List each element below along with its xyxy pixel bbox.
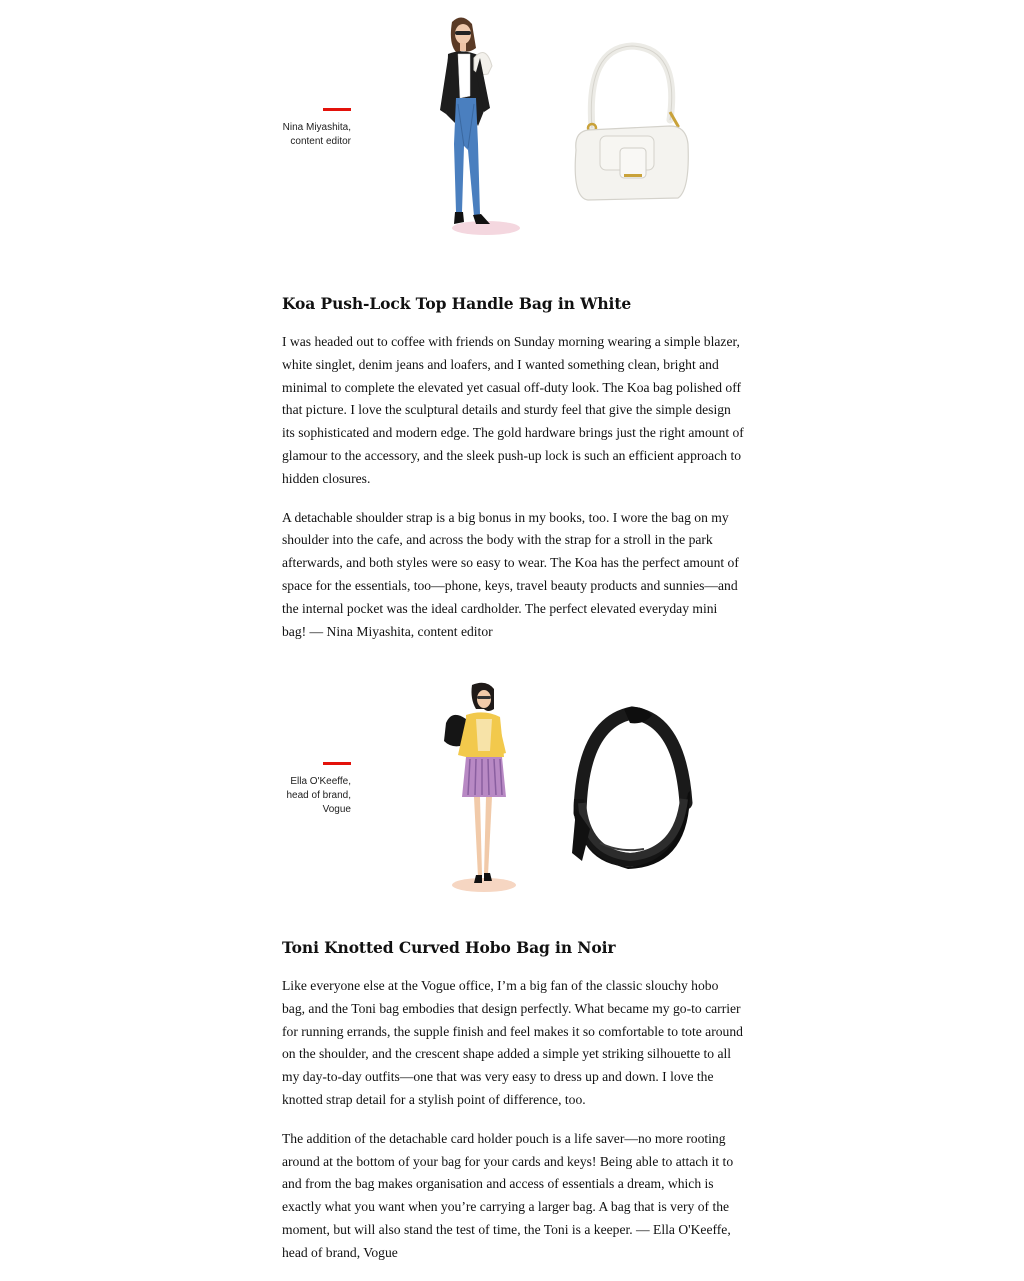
caption-accent-rule [323,762,351,765]
caption-role: head of brand, [286,790,351,801]
paragraph: The addition of the detachable card holder pouch is a life saver—no more rooting around at the bottom of your bag for your cards and keys! Being able to attach it to and from the bag makes organisation and access of essentials a dream, which is exactly what you want when you’re carrying a larger bag. A bag that is very of the moment, but will also stand the test of time, the Toni is a keeper. — Ella O'Keeffe, head of brand, Vogue [282,1130,734,1260]
woman-in-blazer-and-jeans-illustration [428,14,528,244]
figure-koa [0,0,1024,250]
article-section-toni [282,936,744,1281]
article-section-koa [282,292,744,659]
paragraph: Like everyone else at the Vogue office, I’m a big fan of the classic slouchy hobo bag, and the Toni bag embodies that design perfectly. What became my go-to carrier for running errands, the supple finish and feel makes it so comfortable to tote around on the shoulder, and the crescent shape added a simple yet striking silhouette to all my day-to-day outfits—one that was very easy to dress up and down. I love the knotted strap detail for a stylish point of difference, too. [282,978,743,1107]
woman-in-striped-skirt-illustration [432,679,528,899]
caption-name: Nina Miyashita, [282,122,351,133]
caption-ella [287,762,352,817]
white-top-handle-bag [566,40,696,210]
paragraph: A detachable shoulder strap is a big bonus in my books, too. I wore the bag on my shoulder into the cafe, and across the body with the strap for a stroll in the park afterwards, and both styles were so easy to wear. The Koa has the perfect amount of space for the essentials, too—phone, keys, travel beauty products and sunnies—and the internal pocket was the ideal cardholder. The perfect elevated everyday mini bag! — Nina Miyashita, content editor [282,509,739,639]
section-title: Koa Push-Lock Top Handle Bag in White [282,294,632,313]
caption-nina [283,108,351,149]
caption-role: content editor [290,136,351,147]
caption-org: Vogue [322,804,351,815]
figure-toni [0,665,1024,905]
caption-accent-rule [323,108,351,111]
caption-name: Ella O'Keeffe, [290,776,351,787]
paragraph: I was headed out to coffee with friends on Sunday morning wearing a simple blazer, white singlet, denim jeans and loafers, and I wanted something clean, bright and minimal to complete the elevated yet casual off-duty look. The Koa bag polished off that picture. I love the sculptural details and sturdy feel that give the simple design its sophisticated and modern edge. The gold hardware brings just the right amount of glamour to the accessory, and the sleek push-up lock is such an efficient approach to hidden closures. [282,334,744,486]
section-title: Toni Knotted Curved Hobo Bag in Noir [282,938,616,957]
black-hobo-bag [560,703,700,875]
